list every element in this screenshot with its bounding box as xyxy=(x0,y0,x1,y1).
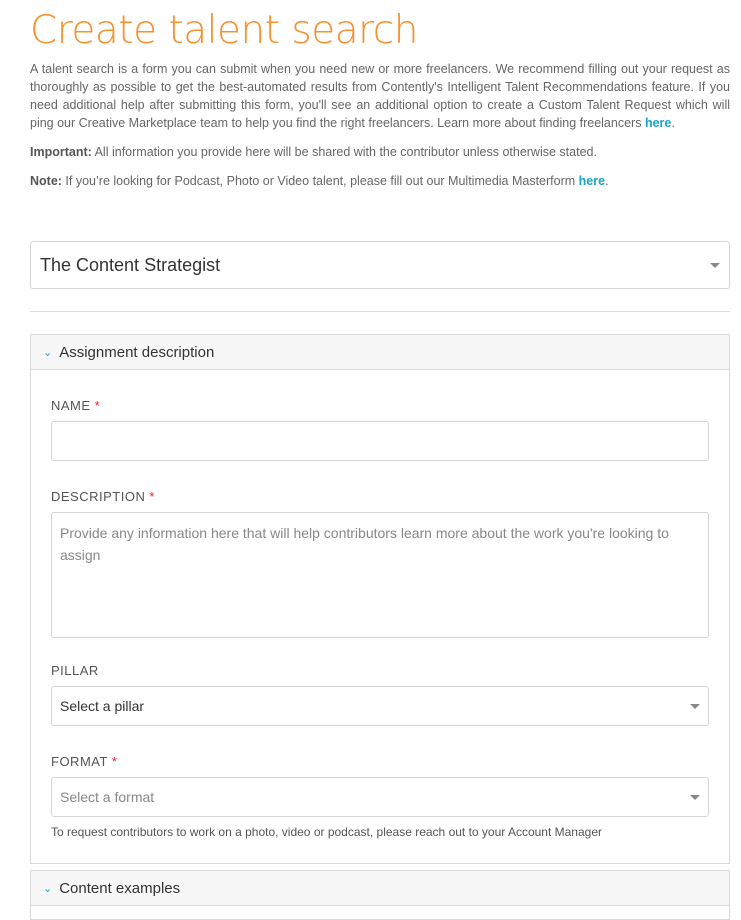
pillar-select[interactable] xyxy=(51,686,709,726)
description-label-text: DESCRIPTION xyxy=(51,489,146,504)
format-select[interactable] xyxy=(51,777,709,817)
pillar-value: Select a pillar xyxy=(60,698,145,714)
intro-text: A talent search is a form you can submit when you need new or more freelancers. We recommend filling out your request as thoroughly as possible to get the best-automated results from Contently's Intelligent Talent Recommendations feature. If you need additional help after submitting this form, you'll see an additional option to create a Custom Talent Request which will ping our Creative Marketplace team to help you find the right freelancers. Learn more about finding freelancers xyxy=(30,62,730,130)
assignment-title: Assignment description xyxy=(59,343,215,361)
format-help: To request contributors to work on a photo, video or podcast, please reach out to your Account Manager xyxy=(51,825,602,839)
note-text: If you’re looking for Podcast, Photo or Video talent, please fill out our Multimedia Masterform xyxy=(61,174,579,188)
intro: A talent search is a form you can submit when you need new or more freelancers. We recommend filling out your request as thoroughly as possible to get the best-automated results from Contently's Intelligent Talent Recommendations feature. If you need additional help after submitting this form, you'll see an additional option to create a Custom Talent Request which will ping our Creative Marketplace team to help you find the right freelancers. Learn more about finding freelancers here. Important: All information you provide here will be shared with the contributor unless otherwise stated. Note: If you’re looking for Podcast, Photo or Video talent, please fill out our Multimedia Masterform here. xyxy=(30,62,730,188)
important-label: Important: xyxy=(30,145,92,159)
name-label-text: NAME xyxy=(51,398,91,413)
chevron-down-icon: ⌄ xyxy=(43,882,53,895)
team-select[interactable] xyxy=(30,241,730,289)
assignment-header[interactable] xyxy=(31,335,729,370)
masterform-link[interactable]: here xyxy=(578,174,606,188)
team-select-value: The Content Strategist xyxy=(40,254,221,275)
format-label-text: FORMAT xyxy=(51,754,108,769)
content-examples-panel xyxy=(30,870,730,920)
description-label xyxy=(51,489,155,504)
content-examples-header[interactable] xyxy=(31,871,729,906)
chevron-down-icon: ⌄ xyxy=(43,346,53,359)
page-title: Create talent search xyxy=(30,8,418,53)
required-mark: * xyxy=(149,489,155,504)
finding-freelancers-link[interactable]: here xyxy=(644,116,672,130)
caret-down-icon xyxy=(710,263,720,268)
caret-down-icon xyxy=(690,704,700,709)
required-mark: * xyxy=(111,754,118,769)
required-mark: * xyxy=(94,398,101,413)
divider xyxy=(30,311,730,312)
caret-down-icon xyxy=(690,795,700,800)
pillar-label: PILLAR xyxy=(51,663,99,678)
name-input[interactable] xyxy=(51,421,709,461)
description-textarea[interactable]: Provide any information here that will help contributors learn more about the work you're looking to assign xyxy=(51,512,709,638)
format-placeholder: Select a format xyxy=(60,789,155,805)
format-label xyxy=(51,754,117,769)
content-examples-title: Content examples xyxy=(59,879,181,897)
name-label xyxy=(51,398,100,413)
assignment-panel xyxy=(30,334,730,864)
note-label: Note: xyxy=(30,174,62,188)
important-text: All information you provide here will be shared with the contributor unless otherwise stated. xyxy=(91,145,597,159)
